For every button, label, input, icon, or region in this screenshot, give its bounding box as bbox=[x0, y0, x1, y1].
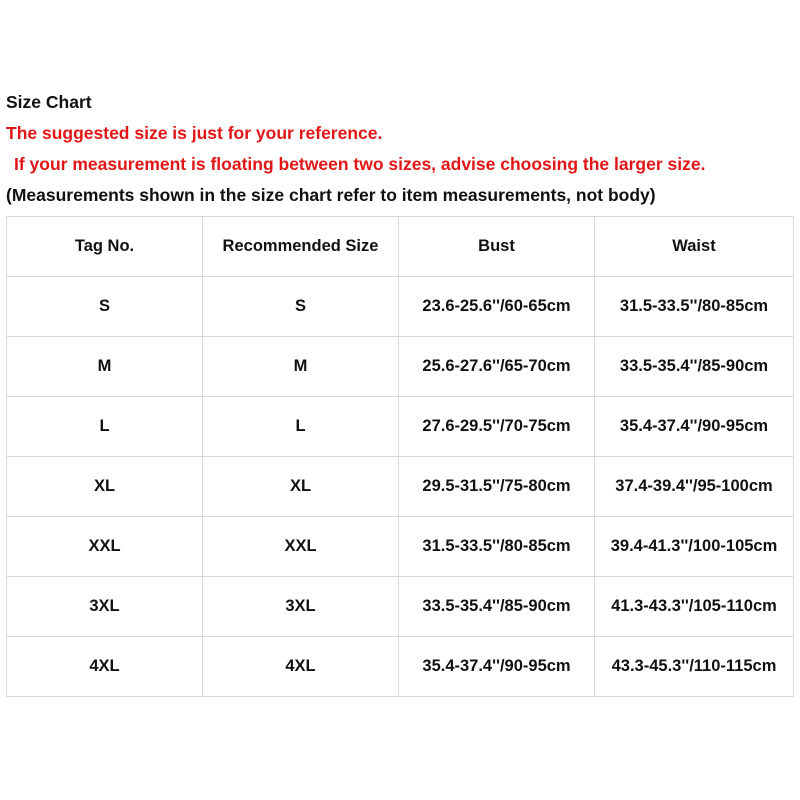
bust-cell: 31.5-33.5''/80-85cm bbox=[399, 517, 595, 577]
waist-cell: 37.4-39.4''/95-100cm bbox=[595, 457, 794, 517]
tag-cell: M bbox=[7, 337, 203, 397]
table-row bbox=[7, 277, 794, 337]
recommended-size-cell: L bbox=[203, 397, 399, 457]
bust-cell: 35.4-37.4''/90-95cm bbox=[399, 637, 595, 697]
tag-cell: XL bbox=[7, 457, 203, 517]
table-row bbox=[7, 397, 794, 457]
recommended-size-cell: M bbox=[203, 337, 399, 397]
recommended-size-cell: 4XL bbox=[203, 637, 399, 697]
measurement-note: (Measurements shown in the size chart refer to item measurements, not body) bbox=[6, 185, 656, 205]
recommended-size-cell: XL bbox=[203, 457, 399, 517]
recommended-size-cell: XXL bbox=[203, 517, 399, 577]
size-table bbox=[6, 216, 794, 697]
tag-cell: L bbox=[7, 397, 203, 457]
table-row bbox=[7, 457, 794, 517]
larger-size-advice: If your measurement is floating between two sizes, advise choosing the larger size. bbox=[14, 154, 706, 174]
header-bust: Bust bbox=[399, 217, 595, 277]
waist-cell: 41.3-43.3''/105-110cm bbox=[595, 577, 794, 637]
table-header-row bbox=[7, 217, 794, 277]
tag-cell: XXL bbox=[7, 517, 203, 577]
tag-cell: S bbox=[7, 277, 203, 337]
bust-cell: 29.5-31.5''/75-80cm bbox=[399, 457, 595, 517]
table-row bbox=[7, 337, 794, 397]
bust-cell: 33.5-35.4''/85-90cm bbox=[399, 577, 595, 637]
tag-cell: 4XL bbox=[7, 637, 203, 697]
bust-cell: 25.6-27.6''/65-70cm bbox=[399, 337, 595, 397]
header-recommended-size: Recommended Size bbox=[203, 217, 399, 277]
header-tag-no: Tag No. bbox=[7, 217, 203, 277]
waist-cell: 39.4-41.3''/100-105cm bbox=[595, 517, 794, 577]
header-waist: Waist bbox=[595, 217, 794, 277]
waist-cell: 33.5-35.4''/85-90cm bbox=[595, 337, 794, 397]
table-row bbox=[7, 517, 794, 577]
reference-note: The suggested size is just for your reference. bbox=[6, 123, 383, 143]
table-row bbox=[7, 577, 794, 637]
waist-cell: 43.3-45.3''/110-115cm bbox=[595, 637, 794, 697]
waist-cell: 35.4-37.4''/90-95cm bbox=[595, 397, 794, 457]
bust-cell: 23.6-25.6''/60-65cm bbox=[399, 277, 595, 337]
tag-cell: 3XL bbox=[7, 577, 203, 637]
recommended-size-cell: S bbox=[203, 277, 399, 337]
table-row bbox=[7, 637, 794, 697]
waist-cell: 31.5-33.5''/80-85cm bbox=[595, 277, 794, 337]
bust-cell: 27.6-29.5''/70-75cm bbox=[399, 397, 595, 457]
size-chart-title: Size Chart bbox=[6, 92, 92, 112]
recommended-size-cell: 3XL bbox=[203, 577, 399, 637]
